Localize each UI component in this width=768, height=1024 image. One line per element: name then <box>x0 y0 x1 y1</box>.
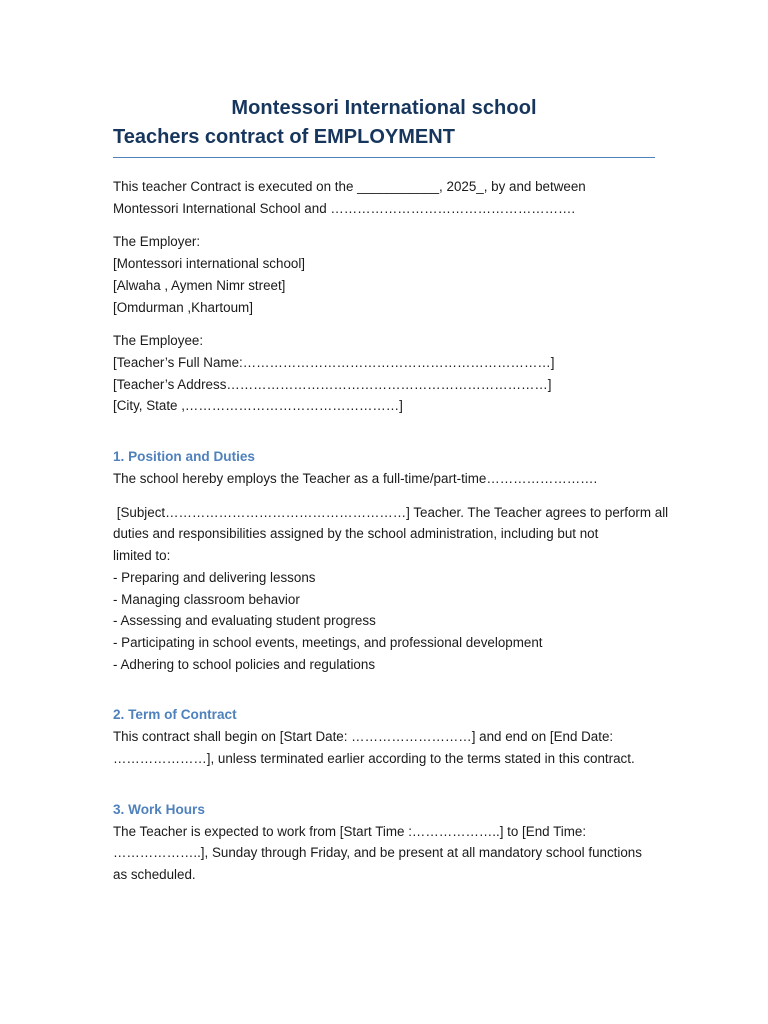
document-title-school: Montessori International school <box>231 97 537 119</box>
section-position-duties <box>113 446 669 675</box>
employee-name-field: [Teacher’s Full Name:……………………………………………………………] <box>113 354 555 370</box>
duty-list-item: - Preparing and delivering lessons <box>113 569 316 585</box>
intro-paragraph <box>113 176 655 219</box>
employee-heading: The Employee: <box>113 333 204 349</box>
section-term-contract <box>113 704 655 769</box>
document-title-block <box>113 94 655 158</box>
section-text: This contract shall begin on [Start Date: ………………………] and end on [End Date: <box>113 729 614 745</box>
section-text: ………………..], Sunday through Friday, and be present at all mandatory school functions <box>113 845 642 861</box>
employer-city: [Omdurman ,Khartoum] <box>113 299 253 315</box>
section-heading: 3. Work Hours <box>113 801 205 817</box>
employee-block <box>113 330 655 417</box>
duty-list-item: - Managing classroom behavior <box>113 591 300 607</box>
section-text: as scheduled. <box>113 867 196 883</box>
employer-street: [Alwaha , Aymen Nimr street] <box>113 277 286 293</box>
section-text: limited to: <box>113 548 171 564</box>
section-text: [Subject………………………………………………] Teacher. The Teacher agrees to perform all <box>113 504 669 520</box>
document-page <box>113 94 669 886</box>
section-text: …………………], unless terminated earlier according to the terms stated in this contract. <box>113 751 635 767</box>
section-heading: 1. Position and Duties <box>113 449 255 465</box>
duties-paragraph <box>113 502 669 676</box>
section-heading: 2. Term of Contract <box>113 707 237 723</box>
employee-address-field: [Teacher’s Address………………………………………………………………] <box>113 376 552 392</box>
section-text: The school hereby employs the Teacher as a full-time/part-time……………………. <box>113 471 598 487</box>
employer-name: [Montessori international school] <box>113 256 306 272</box>
intro-line: Montessori International School and ………………………………………………. <box>113 200 576 216</box>
section-work-hours <box>113 799 655 886</box>
employer-heading: The Employer: <box>113 234 201 250</box>
duty-list-item: - Adhering to school policies and regulations <box>113 656 376 672</box>
intro-line: This teacher Contract is executed on the ___________, 2025_, by and between <box>113 179 586 194</box>
document-title-contract: Teachers contract of EMPLOYMENT <box>113 126 455 148</box>
duty-list-item: - Participating in school events, meetings, and professional development <box>113 634 543 650</box>
employee-city-field: [City, State ,…………………………………………] <box>113 398 403 414</box>
employer-block <box>113 231 655 318</box>
section-text: The Teacher is expected to work from [Start Time :………………..] to [End Time: <box>113 823 587 839</box>
duty-list-item: - Assessing and evaluating student progress <box>113 613 376 629</box>
section-text: duties and responsibilities assigned by the school administration, including but not <box>113 526 599 542</box>
